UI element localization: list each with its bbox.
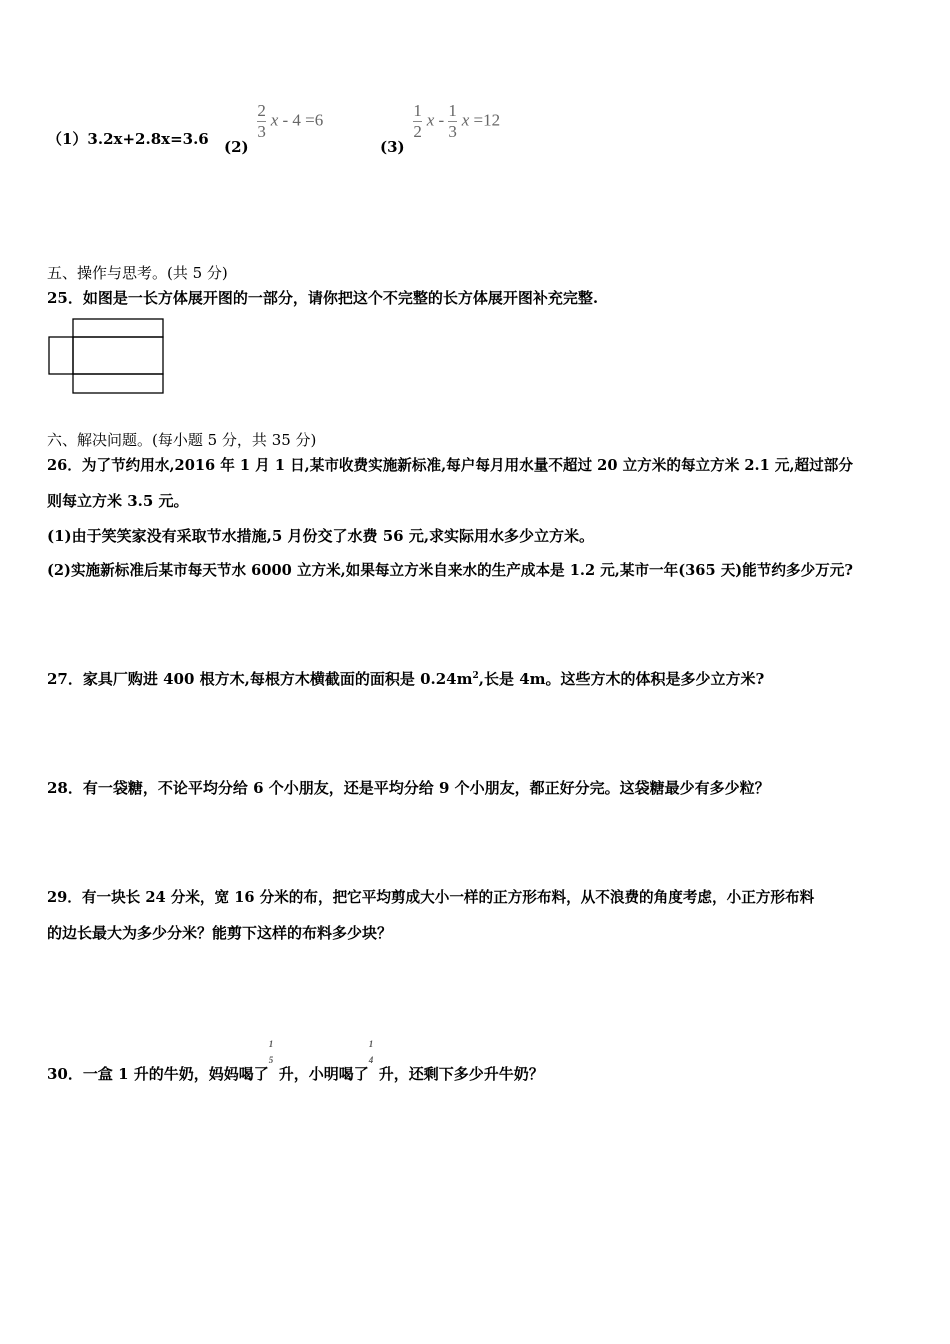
- section-5-heading: 五、操作与思考。(共 5 分): [47, 264, 228, 282]
- question-26-line-1: 26．为了节约用水,2016 年 1 月 1 日,某市收费实施新标准,每户每月用水量不超过 20 立方米的每立方米 2.1 元,超过部分: [47, 457, 853, 474]
- question-27-superscript: 2: [472, 671, 479, 681]
- question-30: [47, 1039, 544, 1084]
- equation-2-var: x: [270, 110, 279, 130]
- fraction-denominator: 5: [268, 1055, 274, 1065]
- cuboid-net-diagram: [45, 316, 170, 398]
- equation-2-rest: - 4 =6: [278, 110, 324, 130]
- question-30-text-c: 升，还剩下多少升牛奶？: [378, 1065, 544, 1083]
- equation-1: （1）3.2x+2.8x=3.6: [47, 130, 209, 148]
- net-face-bottom: [73, 374, 163, 393]
- equation-3-minus: -: [434, 110, 449, 130]
- question-30-text-a: 30．一盒 1 升的牛奶，妈妈喝了: [47, 1065, 269, 1083]
- equation-2-fraction: [257, 102, 266, 141]
- question-27-text-b: ,长是 4m。这些方木的体积是多少立方米?: [478, 670, 765, 688]
- question-30-fraction-1: [268, 1039, 279, 1079]
- question-29-line-2: 的边长最大为多少分米？能剪下这样的布料多少块？: [47, 924, 393, 942]
- question-26-line-2: 则每立方米 3.5 元。: [47, 492, 189, 510]
- equation-2: [224, 101, 324, 156]
- equation-3-var-1: x: [426, 110, 435, 130]
- question-27: [47, 668, 764, 689]
- equation-2-label: (2): [224, 137, 249, 156]
- section-6-heading: 六、解决问题。(每小题 5 分，共 35 分): [47, 431, 317, 449]
- equation-3-fraction-2: [448, 102, 457, 141]
- fraction-numerator: 1: [413, 101, 422, 120]
- question-30-fraction-2: [368, 1039, 379, 1079]
- equation-3-label: (3): [380, 137, 405, 156]
- question-26-part-1: (1)由于笑笑家没有采取节水措施,5 月份交了水费 56 元,求实际用水多少立方米。: [47, 527, 595, 545]
- question-28: 28．有一袋糖，不论平均分给 6 个小朋友，还是平均分给 9 个小朋友，都正好分完。这袋糖最少有多少粒？: [47, 779, 770, 797]
- question-26-part-2: (2)实施新标准后某市每天节水 6000 立方米,如果每立方米自来水的生产成本是 1.2 元,某市一年(365 天)能节约多少万元?: [47, 562, 853, 579]
- net-face-side: [49, 337, 73, 374]
- equation-3-var-2: x: [461, 110, 470, 130]
- fraction-numerator: 1: [448, 101, 457, 120]
- equation-3-fraction-1: [413, 102, 422, 141]
- fraction-numerator: 1: [368, 1039, 374, 1049]
- question-25: 25．如图是一长方体展开图的一部分，请你把这个不完整的长方体展开图补充完整.: [47, 289, 599, 307]
- equation-3: [380, 101, 501, 156]
- fraction-numerator: 2: [257, 101, 266, 120]
- equation-3-rest: =12: [469, 110, 501, 130]
- fraction-denominator: 3: [448, 122, 457, 141]
- fraction-denominator: 3: [257, 122, 266, 141]
- fraction-denominator: 2: [413, 122, 422, 141]
- question-30-text-b: 升，小明喝了: [278, 1065, 369, 1083]
- question-29-line-1: 29．有一块长 24 分米，宽 16 分米的布，把它平均剪成大小一样的正方形布料，从不浪费的角度考虑，小正方形布料: [47, 889, 815, 906]
- fraction-numerator: 1: [268, 1039, 274, 1049]
- question-27-text-a: 27．家具厂购进 400 根方木,每根方木横截面的面积是 0.24m: [47, 670, 473, 688]
- fraction-denominator: 4: [368, 1055, 374, 1065]
- net-face-top: [73, 319, 163, 337]
- net-face-front: [73, 337, 163, 374]
